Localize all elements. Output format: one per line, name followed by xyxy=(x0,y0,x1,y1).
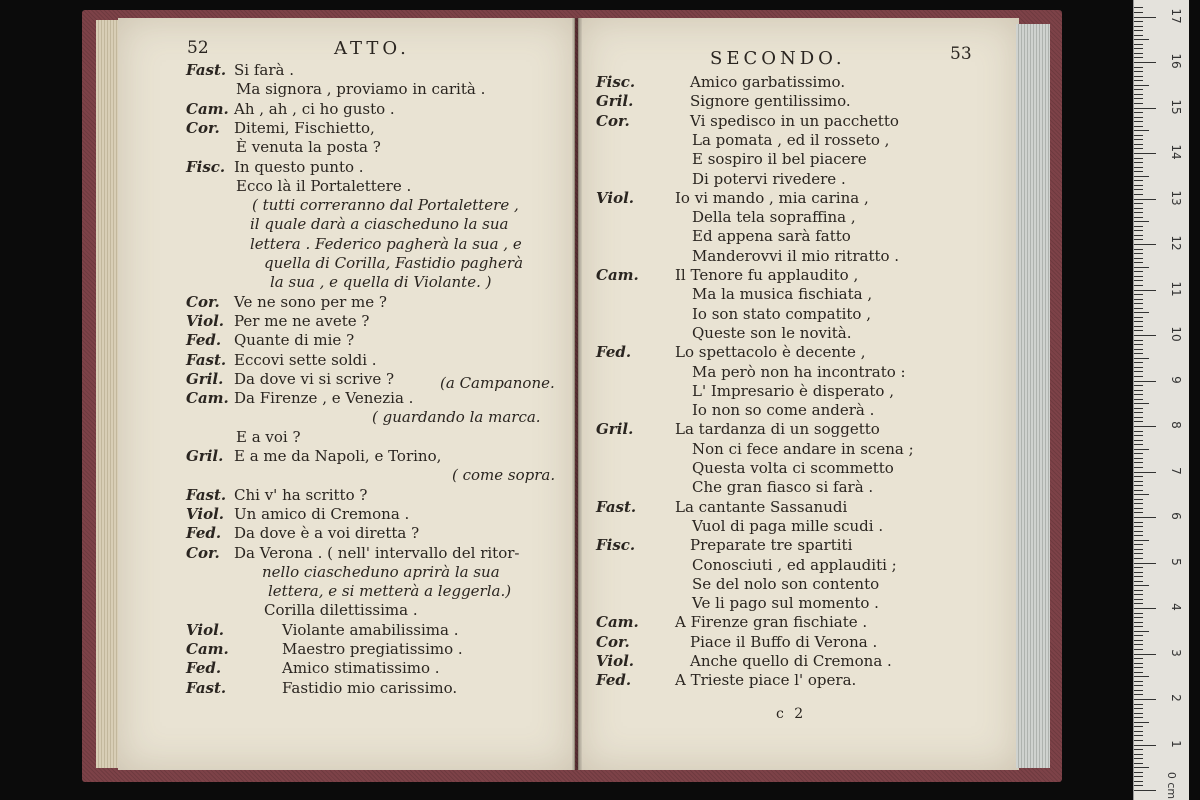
dialogue-line: Si farà . xyxy=(234,61,294,79)
dialogue-line: Io son stato compatito , xyxy=(692,304,871,323)
ruler-tick xyxy=(1134,108,1156,109)
ruler-tick xyxy=(1134,567,1143,568)
dialogue-line: Signore gentilissimo. xyxy=(690,92,851,111)
dialogue-line: Ve li pago sul momento . xyxy=(692,594,879,613)
ruler-tick xyxy=(1134,390,1143,391)
stage-direction: nello ciascheduno aprirà la sua xyxy=(262,562,500,581)
ruler-number: 8 xyxy=(1169,421,1183,429)
ruler-tick xyxy=(1134,35,1143,36)
ruler-tick xyxy=(1134,713,1143,714)
right-page-header: SECONDO. xyxy=(710,48,846,69)
speaker-label: Cam. xyxy=(186,640,229,658)
ruler-number: 10 xyxy=(1169,326,1183,342)
stage-direction: quella di Corilla, Fastidio pagherà xyxy=(264,254,524,272)
dialogue-line: Amico garbatissimo. xyxy=(690,73,846,91)
ruler-tick xyxy=(1134,672,1143,673)
dialogue-line: Per me ne avete ? xyxy=(234,311,370,330)
dialogue-line: Piace il Buffo di Verona . xyxy=(690,632,878,651)
ruler-tick xyxy=(1134,199,1156,200)
ruler-tick xyxy=(1134,303,1143,304)
dialogue-line: Di potervi rivedere . xyxy=(692,169,846,188)
ruler-unit-label: 0 cm xyxy=(1165,771,1179,800)
ruler-tick xyxy=(1134,735,1143,736)
dialogue-line: E sospiro il bel piacere xyxy=(692,150,867,169)
speaker-label: Fast. xyxy=(186,350,227,369)
ruler-tick xyxy=(1134,194,1143,195)
ruler-tick xyxy=(1134,98,1143,99)
speaker-label: Cam. xyxy=(596,613,639,632)
ruler-tick xyxy=(1134,431,1143,432)
ruler-tick xyxy=(1134,412,1143,413)
speaker-label: Gril. xyxy=(186,369,224,388)
speaker-label: Cor. xyxy=(596,111,630,130)
ruler-tick xyxy=(1134,462,1143,463)
ruler-tick xyxy=(1134,681,1143,682)
ruler-tick xyxy=(1134,76,1143,77)
dialogue-line: Ecco là il Portalettere . xyxy=(236,176,412,195)
ruler-tick xyxy=(1134,649,1143,650)
ruler-number: 4 xyxy=(1169,603,1183,611)
ruler-tick xyxy=(1134,667,1143,668)
ruler-tick xyxy=(1134,126,1143,127)
ruler-tick xyxy=(1134,112,1143,113)
ruler-tick xyxy=(1134,426,1156,427)
speaker-label: Viol. xyxy=(596,188,634,207)
ruler-tick xyxy=(1134,371,1143,372)
ruler-tick xyxy=(1134,531,1143,532)
dialogue-line: Non ci fece andare in scena ; xyxy=(692,439,914,458)
ruler-tick xyxy=(1134,663,1143,664)
dialogue-line: Chi v' ha scritto ? xyxy=(234,485,368,504)
ruler-tick xyxy=(1134,285,1143,286)
dialogue-line: Io vi mando , mia carina , xyxy=(675,188,869,207)
dialogue-line: Eccovi sette soldi . xyxy=(234,350,377,369)
dialogue-line: Questa volta ci scommetto xyxy=(692,459,894,477)
ruler-tick xyxy=(1134,685,1143,686)
dialogue-line: Vi spedisco in un pacchetto xyxy=(690,111,899,130)
speaker-label: Cam. xyxy=(596,266,639,284)
speaker-label: Gril. xyxy=(186,447,224,465)
speaker-label: Fisc. xyxy=(596,536,636,555)
speaker-label: Viol. xyxy=(186,311,224,330)
ruler-tick xyxy=(1134,476,1143,477)
ruler-tick xyxy=(1134,217,1143,218)
ruler-tick xyxy=(1134,185,1143,186)
ruler-tick xyxy=(1134,676,1149,677)
ruler-tick xyxy=(1134,135,1143,136)
ruler-tick xyxy=(1134,640,1143,641)
ruler-number: 11 xyxy=(1169,280,1183,297)
ruler-tick xyxy=(1134,121,1143,122)
dialogue-line: Ma però non ha incontrato : xyxy=(692,362,906,381)
ruler-tick xyxy=(1134,758,1143,759)
speaker-label: Viol. xyxy=(186,620,224,639)
ruler-tick xyxy=(1134,189,1143,190)
ruler-number: 17 xyxy=(1169,7,1183,24)
ruler-tick xyxy=(1134,262,1143,263)
speaker-label: Fast. xyxy=(596,497,637,516)
ruler-tick xyxy=(1134,344,1143,345)
ruler-tick xyxy=(1134,258,1143,259)
speaker-label: Viol. xyxy=(596,652,634,670)
ruler-tick xyxy=(1134,644,1143,645)
ruler-number: 13 xyxy=(1169,189,1183,206)
ruler-tick xyxy=(1134,57,1143,58)
ruler-tick xyxy=(1134,603,1143,604)
ruler-tick xyxy=(1134,21,1143,22)
ruler-tick xyxy=(1134,472,1156,473)
ruler-tick xyxy=(1134,435,1143,436)
ruler-tick xyxy=(1134,767,1149,768)
ruler-tick xyxy=(1134,230,1143,231)
ruler-tick xyxy=(1134,39,1149,40)
dialogue-line: Che gran fiasco si farà . xyxy=(692,478,874,497)
ruler-tick xyxy=(1134,417,1143,418)
dialogue-line: Ditemi, Fischietto, xyxy=(234,118,375,137)
ruler-tick xyxy=(1134,617,1143,618)
ruler-tick xyxy=(1134,622,1143,623)
ruler-tick xyxy=(1134,162,1143,163)
ruler-number: 6 xyxy=(1169,512,1183,520)
dialogue-line: Da Firenze , e Venezia . xyxy=(234,389,414,408)
signature-mark: c 2 xyxy=(776,706,807,722)
dialogue-line: Anche quello di Cremona . xyxy=(690,652,892,670)
speaker-label: Fisc. xyxy=(186,157,226,176)
ruler-tick xyxy=(1134,481,1143,482)
speaker-label: Fed. xyxy=(186,659,222,678)
ruler-tick xyxy=(1134,585,1149,586)
ruler-tick xyxy=(1134,299,1143,300)
ruler-tick xyxy=(1134,67,1143,68)
ruler-tick xyxy=(1134,408,1143,409)
speaker-label: Cor. xyxy=(186,118,220,137)
dialogue-line: Da dove vi si scrive ? xyxy=(234,369,395,388)
measuring-ruler xyxy=(1133,0,1189,800)
dialogue-line: Maestro pregiatissimo . xyxy=(282,640,463,658)
speaker-label: Fast. xyxy=(186,61,227,79)
ruler-tick xyxy=(1134,362,1143,363)
ruler-tick xyxy=(1134,326,1143,327)
ruler-tick xyxy=(1134,139,1143,140)
ruler-tick xyxy=(1134,694,1143,695)
ruler-number: 9 xyxy=(1169,375,1183,384)
speaker-label: Gril. xyxy=(596,420,634,439)
ruler-tick xyxy=(1134,440,1143,441)
ruler-tick xyxy=(1134,7,1143,8)
dialogue-line: Manderovvi il mio ritratto . xyxy=(692,246,900,265)
dialogue-line: Ed appena sarà fatto xyxy=(692,227,851,246)
ruler-tick xyxy=(1134,226,1143,227)
dialogue-line: Lo spettacolo è decente , xyxy=(675,343,866,362)
dialogue-line: E a me da Napoli, e Torino, xyxy=(234,447,442,465)
ruler-tick xyxy=(1134,449,1149,450)
right-page-number: 53 xyxy=(950,44,972,64)
stage-direction: ( tutti correranno dal Portalettere , xyxy=(252,196,519,215)
speaker-label: Fed. xyxy=(186,524,222,543)
dialogue-line: Ah , ah , ci ho gusto . xyxy=(234,99,395,118)
ruler-tick xyxy=(1134,171,1143,172)
ruler-tick xyxy=(1134,722,1149,723)
ruler-tick xyxy=(1134,367,1143,368)
ruler-tick xyxy=(1134,526,1143,527)
speaker-label: Cam. xyxy=(186,99,229,118)
ruler-tick xyxy=(1134,708,1143,709)
dialogue-line: Conosciuti , ed applauditi ; xyxy=(692,555,897,574)
ruler-tick xyxy=(1134,349,1143,350)
stage-direction: il quale darà a ciascheduno la sua xyxy=(250,215,509,234)
ruler-tick xyxy=(1134,654,1156,655)
stage-direction: lettera, e si metterà a leggerla.) xyxy=(268,582,512,601)
ruler-tick xyxy=(1134,71,1143,72)
dialogue-line: È venuta la posta ? xyxy=(236,138,381,157)
ruler-number: 7 xyxy=(1169,466,1183,475)
dialogue-line: Quante di mie ? xyxy=(234,331,355,350)
ruler-tick xyxy=(1134,330,1143,331)
ruler-tick xyxy=(1134,221,1149,222)
ruler-number: 14 xyxy=(1169,144,1183,160)
ruler-tick xyxy=(1134,176,1149,177)
ruler-tick xyxy=(1134,599,1143,600)
speaker-label: Viol. xyxy=(186,504,224,523)
ruler-tick xyxy=(1134,458,1143,459)
ruler-tick xyxy=(1134,235,1143,236)
ruler-tick xyxy=(1134,745,1156,746)
ruler-tick xyxy=(1134,494,1149,495)
ruler-number: 1 xyxy=(1169,739,1183,748)
speaker-label: Fed. xyxy=(596,671,632,690)
ruler-tick xyxy=(1134,89,1143,90)
ruler-tick xyxy=(1134,153,1156,154)
ruler-tick xyxy=(1134,244,1156,245)
ruler-number: 12 xyxy=(1169,235,1183,251)
ruler-number: 15 xyxy=(1169,98,1183,115)
dialogue-line: Della tela sopraffina , xyxy=(692,208,856,227)
ruler-tick xyxy=(1134,421,1143,422)
stage-direction: lettera . Federico pagherà la sua , e xyxy=(250,234,522,253)
ruler-number: 16 xyxy=(1169,53,1183,69)
dialogue-line: Violante amabilissima . xyxy=(282,620,459,639)
left-page-number: 52 xyxy=(187,38,209,58)
ruler-tick xyxy=(1134,549,1143,550)
ruler-tick xyxy=(1134,249,1143,250)
ruler-tick xyxy=(1134,44,1143,45)
ruler-tick xyxy=(1134,308,1143,309)
ruler-tick xyxy=(1134,540,1149,541)
ruler-tick xyxy=(1134,763,1143,764)
ruler-tick xyxy=(1134,144,1143,145)
ruler-tick xyxy=(1134,53,1143,54)
ruler-tick xyxy=(1134,381,1156,382)
dialogue-line: La cantante Sassanudi xyxy=(675,497,848,516)
ruler-tick xyxy=(1134,503,1143,504)
ruler-tick xyxy=(1134,394,1143,395)
ruler-tick xyxy=(1134,280,1143,281)
ruler-tick xyxy=(1134,103,1143,104)
speaker-label: Cor. xyxy=(186,292,220,311)
ruler-tick xyxy=(1134,48,1143,49)
ruler-tick xyxy=(1134,294,1143,295)
ruler-tick xyxy=(1134,267,1149,268)
ruler-number: 5 xyxy=(1169,557,1183,566)
ruler-tick xyxy=(1134,403,1149,404)
ruler-tick xyxy=(1134,340,1143,341)
dialogue-line: La tardanza di un soggetto xyxy=(675,420,880,439)
speaker-label: Gril. xyxy=(596,92,634,111)
ruler-tick xyxy=(1134,321,1143,322)
ruler-tick xyxy=(1134,385,1143,386)
ruler-tick xyxy=(1134,772,1143,773)
ruler-tick xyxy=(1134,276,1143,277)
dialogue-line: Un amico di Cremona . xyxy=(234,504,410,523)
ruler-tick xyxy=(1134,85,1149,86)
ruler-tick xyxy=(1134,535,1143,536)
ruler-tick xyxy=(1134,553,1143,554)
ruler-tick xyxy=(1134,563,1156,564)
dialogue-line: Fastidio mio carissimo. xyxy=(282,678,458,697)
ruler-tick xyxy=(1134,212,1143,213)
ruler-tick xyxy=(1134,62,1156,63)
stage-direction: la sua , e quella di Violante. ) xyxy=(270,273,492,292)
ruler-tick xyxy=(1134,239,1143,240)
ruler-tick xyxy=(1134,208,1143,209)
ruler-tick xyxy=(1134,594,1143,595)
dialogue-line: Vuol di paga mille scudi . xyxy=(692,516,884,535)
ruler-tick xyxy=(1134,312,1149,313)
ruler-tick xyxy=(1134,271,1143,272)
speaker-label: Cor. xyxy=(186,543,220,562)
ruler-tick xyxy=(1134,658,1143,659)
ruler-tick xyxy=(1134,590,1143,591)
ruler-tick xyxy=(1134,158,1143,159)
ruler-tick xyxy=(1134,544,1143,545)
ruler-tick xyxy=(1134,17,1156,18)
ruler-tick xyxy=(1134,499,1143,500)
ruler-tick xyxy=(1134,130,1149,131)
ruler-tick xyxy=(1134,512,1143,513)
ruler-tick xyxy=(1134,30,1143,31)
dialogue-line: Da Verona . ( nell' intervallo del ritor- xyxy=(234,543,520,562)
ruler-tick xyxy=(1134,731,1143,732)
ruler-tick xyxy=(1134,335,1156,336)
ruler-tick xyxy=(1134,203,1143,204)
ruler-tick xyxy=(1134,785,1143,786)
ruler-tick xyxy=(1134,576,1143,577)
ruler-tick xyxy=(1134,781,1143,782)
stage-direction: ( come sopra. xyxy=(452,466,556,485)
ruler-tick xyxy=(1134,740,1143,741)
ruler-tick xyxy=(1134,167,1143,168)
ruler-tick xyxy=(1134,572,1143,573)
ruler-tick xyxy=(1134,148,1143,149)
speaker-label: Cor. xyxy=(596,632,630,651)
ruler-tick xyxy=(1134,399,1143,400)
dialogue-line: Ve ne sono per me ? xyxy=(234,292,387,311)
ruler-tick xyxy=(1134,453,1143,454)
ruler-tick xyxy=(1134,80,1143,81)
ruler-tick xyxy=(1134,444,1143,445)
dialogue-line: In questo punto . xyxy=(234,157,364,176)
ruler-tick xyxy=(1134,776,1143,777)
ruler-tick xyxy=(1134,485,1143,486)
ruler-tick xyxy=(1134,626,1143,627)
ruler-number: 3 xyxy=(1169,648,1183,657)
ruler-tick xyxy=(1134,12,1143,13)
ruler-tick xyxy=(1134,180,1143,181)
dialogue-line: Se del nolo son contento xyxy=(692,574,880,593)
dialogue-line: Corilla dilettissima . xyxy=(264,601,418,620)
ruler-number: 2 xyxy=(1169,694,1183,702)
ruler-tick xyxy=(1134,754,1143,755)
dialogue-line: A Firenze gran fischiate . xyxy=(675,613,868,632)
dialogue-line: Ma signora , proviamo in carità . xyxy=(236,80,486,99)
ruler-tick xyxy=(1134,631,1149,632)
ruler-tick xyxy=(1134,317,1143,318)
ruler-tick xyxy=(1134,635,1143,636)
dialogue-line: Io non so come anderà . xyxy=(692,401,875,420)
ruler-tick xyxy=(1134,467,1143,468)
ruler-tick xyxy=(1134,508,1143,509)
ruler-tick xyxy=(1134,690,1143,691)
ruler-tick xyxy=(1134,581,1143,582)
ruler-tick xyxy=(1134,490,1143,491)
ruler-tick xyxy=(1134,253,1143,254)
ruler-tick xyxy=(1134,358,1149,359)
speaker-label: Fed. xyxy=(186,331,222,350)
dialogue-line: Queste son le novità. xyxy=(692,323,852,342)
dialogue-line: L' Impresario è disperato , xyxy=(692,381,894,400)
left-page-header: ATTO. xyxy=(334,38,410,59)
speaker-label: Fast. xyxy=(186,485,227,504)
stage-direction: ( guardando la marca. xyxy=(372,408,541,427)
ruler-tick xyxy=(1134,726,1143,727)
ruler-tick xyxy=(1134,522,1143,523)
ruler-tick xyxy=(1134,699,1156,700)
dialogue-line: Amico stimatissimo . xyxy=(282,659,440,678)
ruler-tick xyxy=(1134,717,1143,718)
dialogue-line: La pomata , ed il rosseto , xyxy=(692,130,890,149)
dialogue-line: A Trieste piace l' opera. xyxy=(675,671,857,690)
ruler-tick xyxy=(1134,353,1143,354)
dialogue-line: Preparate tre spartiti xyxy=(690,536,853,555)
stage-direction: (a Campanone. xyxy=(440,374,555,392)
ruler-tick xyxy=(1134,117,1143,118)
dialogue-line: Il Tenore fu applaudito , xyxy=(675,266,859,284)
left-page-edges xyxy=(96,20,120,768)
dialogue-line: Ma la musica fischiata , xyxy=(692,285,873,304)
ruler-tick xyxy=(1134,94,1143,95)
dialogue-line: Da dove è a voi diretta ? xyxy=(234,524,420,543)
ruler-tick xyxy=(1134,608,1156,609)
speaker-label: Fed. xyxy=(596,343,632,362)
speaker-label: Fast. xyxy=(186,678,227,697)
speaker-label: Fisc. xyxy=(596,73,636,91)
ruler-tick xyxy=(1134,26,1143,27)
dialogue-line: E a voi ? xyxy=(236,427,301,446)
ruler-tick xyxy=(1134,290,1156,291)
ruler-tick xyxy=(1134,558,1143,559)
right-page-edges xyxy=(1016,24,1050,768)
ruler-tick xyxy=(1134,704,1143,705)
ruler-tick xyxy=(1134,790,1156,791)
ruler-tick xyxy=(1134,517,1156,518)
ruler-tick xyxy=(1134,749,1143,750)
ruler-tick xyxy=(1134,376,1143,377)
ruler-tick xyxy=(1134,613,1143,614)
speaker-label: Cam. xyxy=(186,389,229,408)
book-gutter xyxy=(572,18,582,770)
